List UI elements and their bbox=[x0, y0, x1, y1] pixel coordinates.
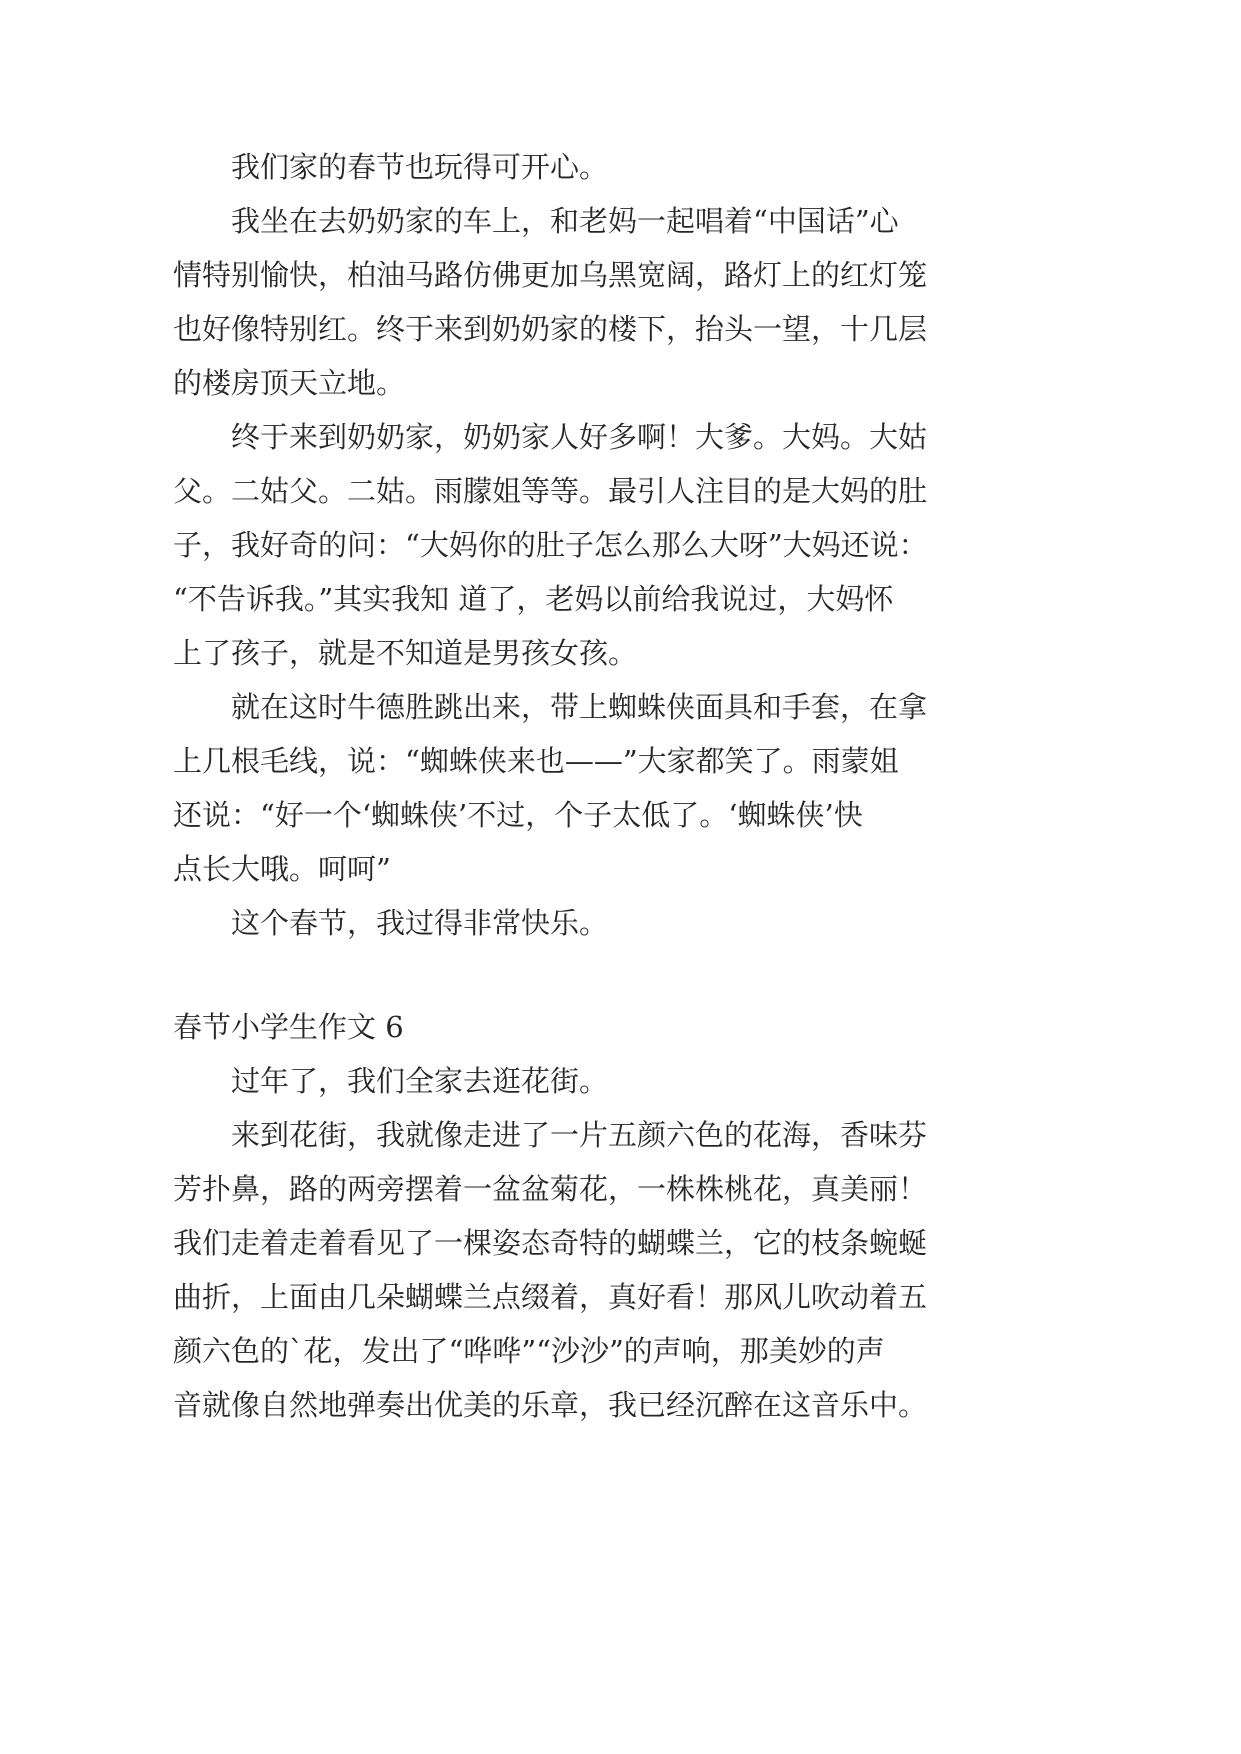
paragraph-line: 颜六色的`花，发出了“哗哗”“沙沙”的声响，那美妙的声 bbox=[173, 1334, 885, 1368]
paragraph-line: 芳扑鼻，路的两旁摆着一盆盆菊花，一株株桃花，真美丽！ bbox=[173, 1172, 928, 1206]
paragraph-line: 音就像自然地弹奏出优美的乐章，我已经沉醉在这音乐中。 bbox=[173, 1388, 928, 1422]
paragraph-line: 还说：“好一个‘蜘蛛侠’不过，个子太低了。‘蜘蛛侠’快 bbox=[173, 798, 863, 832]
paragraph-line: 就在这时牛德胜跳出来，带上蜘蛛侠面具和手套，在拿 bbox=[231, 690, 928, 724]
paragraph-line: 也好像特别红。终于来到奶奶家的楼下，抬头一望，十几层 bbox=[173, 312, 928, 346]
paragraph-line: 我们走着走着看见了一棵姿态奇特的蝴蝶兰，它的枝条蜿蜒 bbox=[173, 1226, 928, 1260]
paragraph-line: 的楼房顶天立地。 bbox=[173, 366, 406, 400]
paragraph-line: 我坐在去奶奶家的车上，和老妈一起唱着“中国话”心 bbox=[231, 204, 899, 238]
paragraph-line: 父。二姑父。二姑。雨朦姐等等。最引人注目的是大妈的肚 bbox=[173, 474, 928, 508]
paragraph-line: 点长大哦。呵呵” bbox=[173, 852, 391, 886]
paragraph-line: 子，我好奇的问：“大妈你的肚子怎么那么大呀”大妈还说： bbox=[173, 528, 928, 562]
paragraph-line: 情特别愉快，柏油马路仿佛更加乌黑宽阔，路灯上的红灯笼 bbox=[173, 258, 928, 292]
paragraph-line: 曲折，上面由几朵蝴蝶兰点缀着，真好看！那风儿吹动着五 bbox=[173, 1280, 928, 1314]
paragraph-line: 来到花街，我就像走进了一片五颜六色的花海，香味芬 bbox=[231, 1118, 928, 1152]
paragraph-line: 上了孩子，就是不知道是男孩女孩。 bbox=[173, 636, 638, 670]
paragraph-line: 终于来到奶奶家，奶奶家人好多啊！大爹。大妈。大姑 bbox=[231, 420, 928, 454]
paragraph-line: 我们家的春节也玩得可开心。 bbox=[231, 150, 609, 184]
paragraph-line: “不告诉我。”其实我知 道了，老妈以前给我说过，大妈怀 bbox=[173, 582, 894, 616]
paragraph-line: 过年了，我们全家去逛花街。 bbox=[231, 1064, 609, 1098]
section-heading: 春节小学生作文 6 bbox=[173, 1010, 404, 1044]
paragraph-line: 这个春节，我过得非常快乐。 bbox=[231, 906, 609, 940]
paragraph-line: 上几根毛线，说：“蜘蛛侠来也——”大家都笑了。雨蒙姐 bbox=[173, 744, 899, 778]
